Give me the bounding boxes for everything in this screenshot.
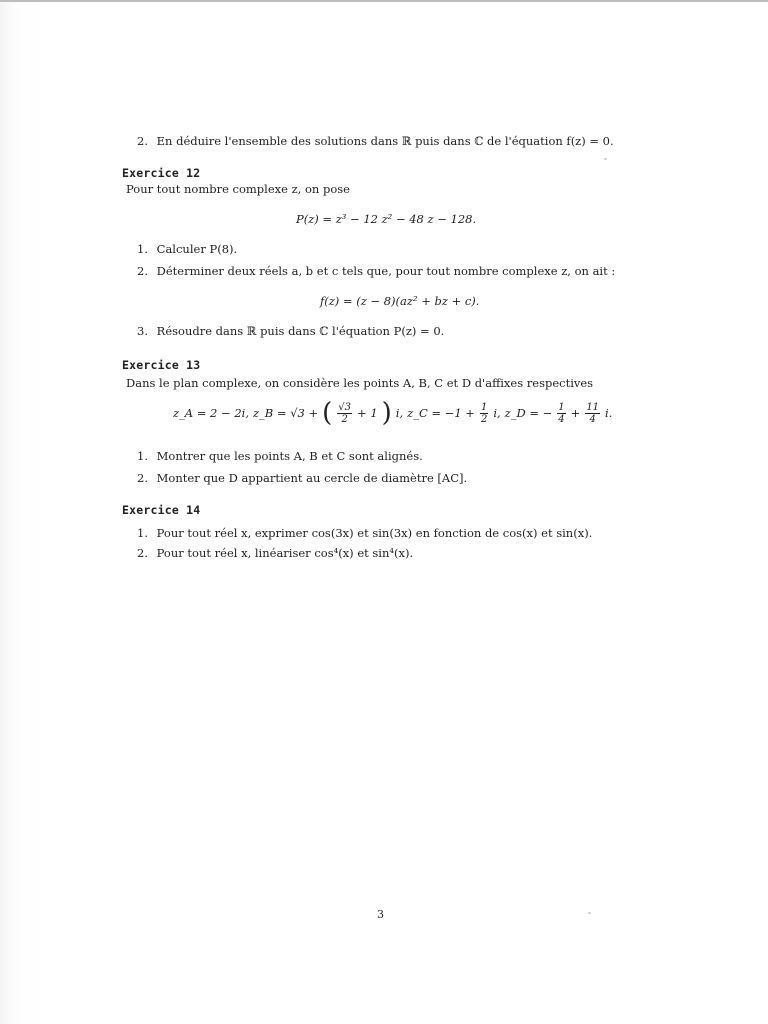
affix-zD-fraction-1: [557, 402, 565, 425]
fraction-denominator: 2: [480, 413, 488, 425]
fraction-numerator: 1: [558, 401, 565, 413]
item-number: 2.: [137, 546, 148, 560]
ex12-intro: Pour tout nombre complexe z, on pose: [126, 182, 350, 196]
affix-zB-lhs: z_B = √3 +: [252, 406, 319, 420]
affix-zC-lhs: z_C = −1 +: [407, 406, 475, 420]
ex13-item-1: [137, 449, 423, 463]
right-paren: ): [381, 398, 392, 428]
ex12-factor-equation: f(z) = (z − 8)(az² + bz + c).: [320, 294, 480, 308]
item-text: Pour tout réel x, exprimer cos(3x) et sin(3x) en fonction de cos(x) et sin(x).: [156, 526, 593, 540]
affix-zD-lhs: z_D = −: [504, 406, 553, 420]
affix-zB-rhs: + 1: [357, 406, 378, 420]
ex12-item-3: [137, 324, 444, 338]
ex12-item-1: [137, 242, 237, 256]
scan-top-edge: [0, 0, 768, 2]
affix-zB-tail: i,: [395, 406, 404, 420]
item-number: 1.: [137, 526, 148, 540]
item-number: 2.: [137, 134, 148, 148]
item-text: Déterminer deux réels a, b et c tels que, pour tout nombre complexe z, on ait :: [156, 264, 616, 278]
fraction-numerator: 11: [586, 401, 600, 413]
affix-zD-plus: +: [570, 406, 581, 420]
fraction-denominator: 4: [558, 413, 565, 425]
ex12-item-2: [137, 264, 615, 278]
ex14-item-1: [137, 526, 592, 540]
fraction-numerator: √3: [338, 401, 352, 413]
fraction-numerator: 1: [480, 401, 488, 413]
left-paren: (: [322, 398, 333, 428]
ex13-intro: Dans le plan complexe, on considère les points A, B, C et D d'affixes respectives: [126, 376, 594, 390]
item-text: En déduire l'ensemble des solutions dans ℝ puis dans ℂ de l'équation f(z) = 0.: [156, 134, 614, 148]
item-number: 3.: [137, 324, 148, 338]
item-text: Pour tout réel x, linéariser cos⁴(x) et sin⁴(x).: [156, 546, 414, 560]
item-number: 1.: [137, 242, 148, 256]
item-number: 2.: [137, 471, 148, 485]
ex13-affixes: [173, 400, 612, 426]
ex11-item-2: [137, 134, 614, 148]
item-number: 2.: [137, 264, 148, 278]
ex13-item-2: [137, 471, 467, 485]
page-number: 3: [377, 908, 384, 921]
item-text: Résoudre dans ℝ puis dans ℂ l'équation P(z) = 0.: [156, 324, 445, 338]
affix-zA: z_A = 2 − 2i,: [173, 406, 249, 420]
ex13-title: Exercice 13: [122, 358, 201, 372]
affix-zC-tail: i,: [493, 406, 501, 420]
fraction-denominator: 2: [341, 413, 348, 425]
affix-zD-tail: i.: [605, 406, 613, 420]
fraction-denominator: 4: [589, 413, 596, 425]
affix-zB-fraction: [337, 402, 352, 425]
item-text: Montrer que les points A, B et C sont alignés.: [156, 449, 423, 463]
affix-zD-fraction-2: [585, 402, 600, 425]
ex14-item-2: [137, 546, 413, 560]
ex14-title: Exercice 14: [122, 503, 201, 517]
item-text: Monter que D appartient au cercle de diamètre [AC].: [156, 471, 468, 485]
ex12-equation: P(z) = z³ − 12 z² − 48 z − 128.: [296, 212, 477, 226]
item-number: 1.: [137, 449, 148, 463]
ex12-title: Exercice 12: [122, 166, 201, 180]
scan-speck: [604, 158, 607, 160]
affix-zC-fraction: [480, 402, 488, 425]
scan-speck: [588, 912, 591, 914]
item-text: Calculer P(8).: [156, 242, 238, 256]
